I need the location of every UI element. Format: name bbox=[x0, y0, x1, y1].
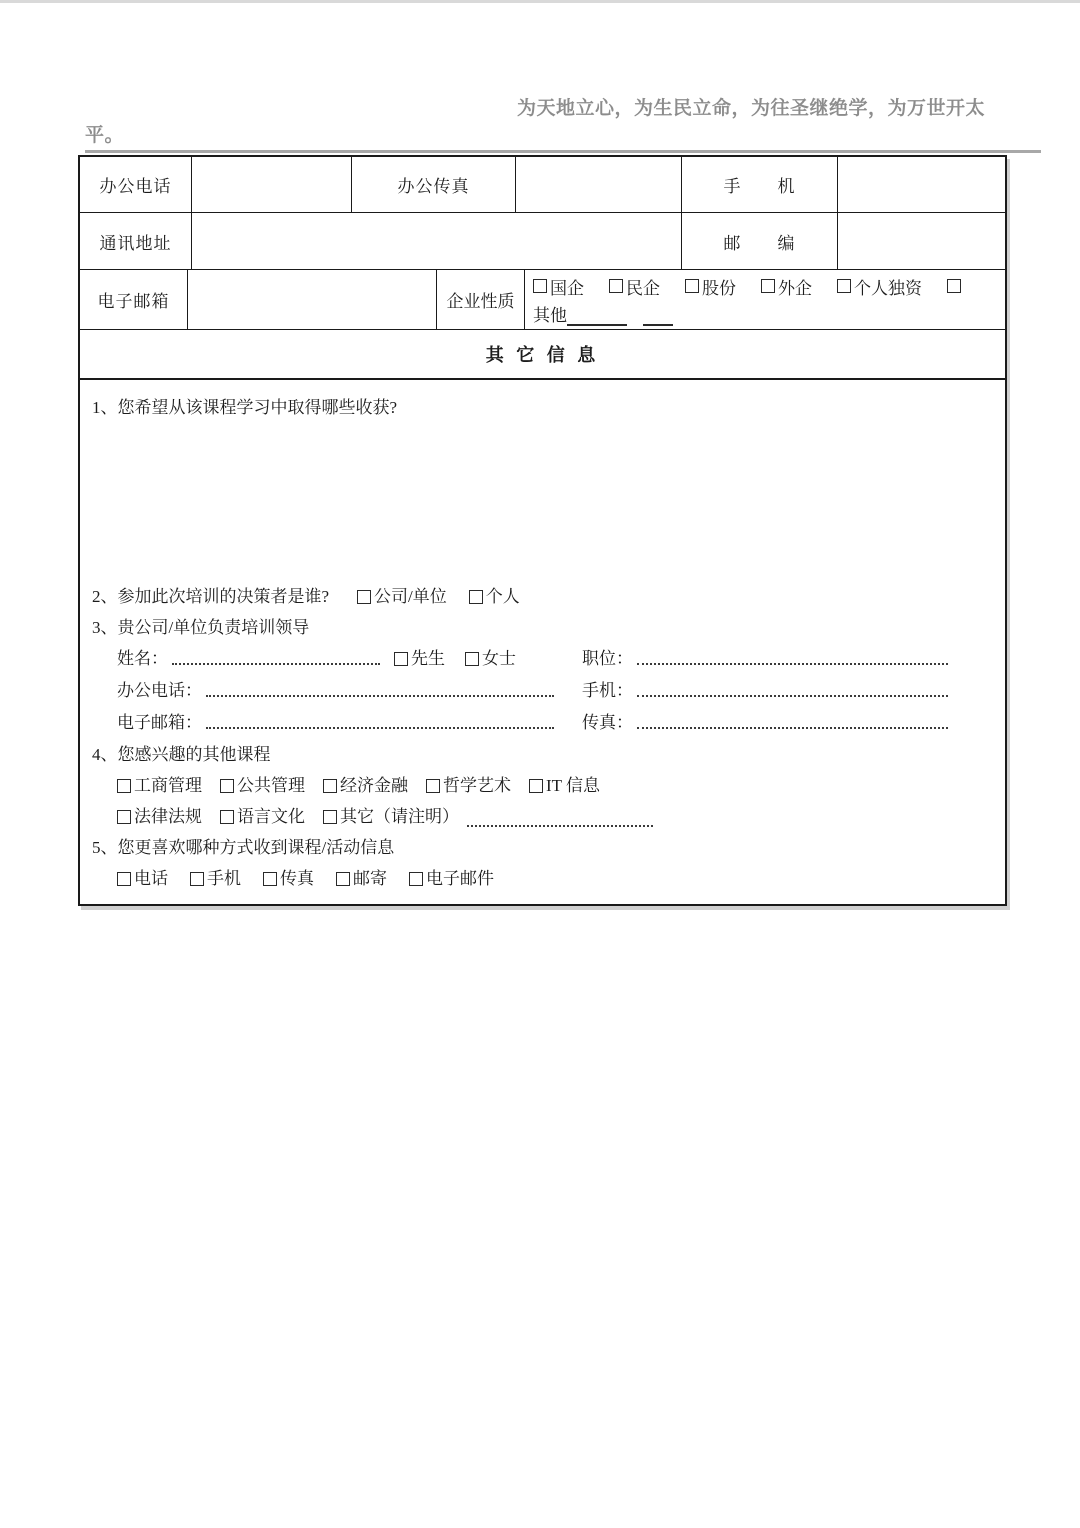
checkbox-icon[interactable] bbox=[336, 872, 350, 886]
fax-fill-line[interactable] bbox=[637, 715, 948, 729]
q3-name-row bbox=[92, 643, 993, 675]
enterprise-other-label: 其他 bbox=[533, 305, 567, 325]
office-phone-input-cell[interactable] bbox=[192, 157, 352, 212]
other-info-section-title: 其 它 信 息 bbox=[80, 330, 1005, 380]
mobile-label: 手 机 bbox=[682, 157, 838, 212]
table-row-address-postal bbox=[80, 213, 1005, 270]
option-mr[interactable]: 先生 bbox=[394, 643, 445, 675]
checkbox-icon[interactable] bbox=[533, 279, 547, 293]
option-sole-proprietor[interactable]: 个人独资 bbox=[837, 274, 922, 299]
mobile-fill-line[interactable] bbox=[637, 683, 948, 697]
q5-options-row bbox=[92, 863, 993, 894]
checkbox-icon[interactable] bbox=[761, 279, 775, 293]
other-fill-line[interactable] bbox=[643, 313, 673, 326]
checkbox-icon[interactable] bbox=[426, 779, 440, 793]
office-phone-fill-line[interactable] bbox=[206, 683, 554, 697]
motto-line-2: 平。 bbox=[85, 125, 125, 146]
checkbox-icon[interactable] bbox=[117, 872, 131, 886]
other-fill-line[interactable] bbox=[567, 313, 627, 326]
option-company-unit[interactable]: 公司/单位 bbox=[357, 581, 447, 612]
option-phone[interactable]: 电话 bbox=[117, 863, 168, 894]
other-course-fill-line[interactable] bbox=[467, 813, 653, 827]
option-philosophy-art[interactable]: 哲学艺术 bbox=[426, 770, 511, 801]
other-info-cell bbox=[80, 380, 1005, 904]
name-fill-line[interactable] bbox=[172, 651, 380, 665]
email-input-cell[interactable] bbox=[188, 270, 437, 329]
option-joint-stock[interactable]: 股份 bbox=[685, 274, 736, 299]
table-row-phone-fax-mobile bbox=[80, 157, 1005, 213]
checkbox-icon[interactable] bbox=[220, 810, 234, 824]
fax-label: 传真： bbox=[582, 713, 633, 732]
office-phone-label: 办公电话 bbox=[80, 157, 192, 212]
checkbox-icon[interactable] bbox=[117, 810, 131, 824]
checkbox-icon[interactable] bbox=[323, 779, 337, 793]
checkbox-icon[interactable] bbox=[263, 872, 277, 886]
postal-code-input-cell[interactable] bbox=[838, 213, 1005, 269]
enterprise-options-line bbox=[533, 274, 964, 299]
address-input-cell[interactable] bbox=[192, 213, 682, 269]
q3-phone-row bbox=[92, 675, 993, 707]
q4-options-row-2 bbox=[92, 801, 993, 832]
email-label: 电子邮箱： bbox=[117, 713, 202, 732]
question-5: 5、您更喜欢哪种方式收到课程/活动信息 bbox=[92, 838, 395, 857]
option-email[interactable]: 电子邮件 bbox=[409, 863, 494, 894]
option-public-mgmt[interactable]: 公共管理 bbox=[220, 770, 305, 801]
question-1: 1、您希望从该课程学习中取得哪些收获? bbox=[92, 398, 398, 417]
option-fax[interactable]: 传真 bbox=[263, 863, 314, 894]
motto-line-1: 为天地立心，为生民立命，为往圣继绝学，为万世开太 bbox=[517, 98, 986, 119]
q4-options-row-1 bbox=[92, 770, 993, 801]
option-language-culture[interactable]: 语言文化 bbox=[220, 801, 305, 832]
checkbox-icon[interactable] bbox=[837, 279, 851, 293]
table-row-email-enterprise bbox=[80, 270, 1005, 330]
question-2: 2、参加此次培训的决策者是谁? 公司/单位 个人 bbox=[92, 581, 993, 612]
office-fax-label: 办公传真 bbox=[352, 157, 516, 212]
postal-code-label: 邮 编 bbox=[682, 213, 838, 269]
checkbox-icon[interactable] bbox=[469, 590, 483, 604]
name-label: 姓名： bbox=[117, 649, 168, 668]
option-individual[interactable]: 个人 bbox=[469, 581, 520, 612]
email-fill-line[interactable] bbox=[206, 715, 554, 729]
checkbox-icon[interactable] bbox=[220, 779, 234, 793]
email-label: 电子邮箱 bbox=[80, 270, 188, 329]
q3-email-row bbox=[92, 707, 993, 739]
office-fax-input-cell[interactable] bbox=[516, 157, 682, 212]
checkbox-icon[interactable] bbox=[117, 779, 131, 793]
option-mobile[interactable]: 手机 bbox=[190, 863, 241, 894]
option-law[interactable]: 法律法规 bbox=[117, 801, 202, 832]
option-it-info[interactable]: IT 信息 bbox=[529, 770, 600, 801]
enterprise-nature-label: 企业性质 bbox=[437, 270, 525, 329]
option-other-specify[interactable]: 其它（请注明） bbox=[323, 801, 459, 832]
checkbox-icon[interactable] bbox=[323, 810, 337, 824]
question-4: 4、您感兴趣的其他课程 bbox=[92, 745, 271, 764]
checkbox-icon[interactable] bbox=[409, 872, 423, 886]
position-label: 职位： bbox=[582, 649, 633, 668]
enterprise-other-line bbox=[533, 301, 673, 326]
checkbox-icon[interactable] bbox=[190, 872, 204, 886]
option-mail[interactable]: 邮寄 bbox=[336, 863, 387, 894]
checkbox-icon[interactable] bbox=[685, 279, 699, 293]
address-label: 通讯地址 bbox=[80, 213, 192, 269]
mobile-label: 手机： bbox=[582, 681, 633, 700]
option-ms[interactable]: 女士 bbox=[465, 643, 516, 675]
option-state-owned[interactable]: 国企 bbox=[533, 274, 584, 299]
question-3: 3、贵公司/单位负责培训领导 bbox=[92, 618, 310, 637]
checkbox-icon[interactable] bbox=[529, 779, 543, 793]
question-1-answer-area[interactable] bbox=[92, 423, 993, 581]
checkbox-icon[interactable] bbox=[609, 279, 623, 293]
page-header-motto bbox=[85, 95, 1041, 153]
checkbox-icon[interactable] bbox=[947, 279, 961, 293]
option-other-checkbox[interactable] bbox=[947, 279, 964, 293]
enterprise-nature-options-cell bbox=[525, 270, 1005, 329]
checkbox-icon[interactable] bbox=[394, 652, 408, 666]
option-private[interactable]: 民企 bbox=[609, 274, 660, 299]
checkbox-icon[interactable] bbox=[357, 590, 371, 604]
form-page bbox=[0, 3, 1080, 906]
checkbox-icon[interactable] bbox=[465, 652, 479, 666]
option-business-mgmt[interactable]: 工商管理 bbox=[117, 770, 202, 801]
office-phone-label: 办公电话： bbox=[117, 681, 202, 700]
position-fill-line[interactable] bbox=[637, 651, 948, 665]
mobile-input-cell[interactable] bbox=[838, 157, 1005, 212]
option-econ-finance[interactable]: 经济金融 bbox=[323, 770, 408, 801]
registration-table bbox=[78, 155, 1007, 906]
option-foreign[interactable]: 外企 bbox=[761, 274, 812, 299]
